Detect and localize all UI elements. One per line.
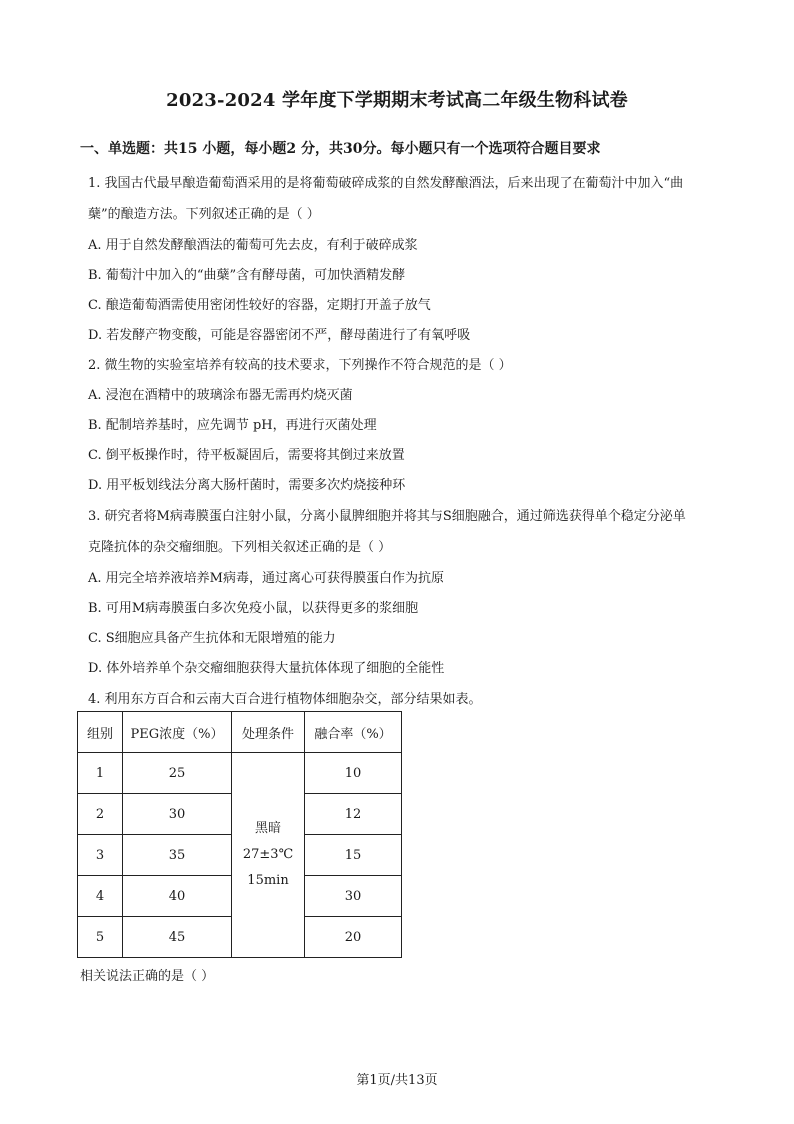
table-cell-fusion: 12	[305, 794, 402, 835]
q3-option-c: C. S细胞应具备产生抗体和无限增殖的能力	[88, 631, 336, 646]
table-cell-peg: 45	[123, 917, 232, 958]
table-header-cell: 融合率（%）	[305, 712, 402, 753]
table-cell-group: 2	[78, 794, 123, 835]
section-header: 一、单选题：共15 小题，每小题2 分，共30分。每小题只有一个选项符合题目要求	[80, 141, 601, 157]
table-cell-fusion: 10	[305, 753, 402, 794]
table-header-row	[78, 712, 402, 753]
table-cell-fusion: 20	[305, 917, 402, 958]
q3-stem-line1: 3. 研究者将M病毒膜蛋白注射小鼠，分离小鼠脾细胞并将其与S细胞融合，通过筛选获得单个稳定分泌单	[88, 509, 686, 524]
q2-stem-line1: 2. 微生物的实验室培养有较高的技术要求，下列操作不符合规范的是（ ）	[88, 358, 512, 373]
q1-stem-line1: 1. 我国古代最早酿造葡萄酒采用的是将葡萄破碎成浆的自然发酵酿酒法，后来出现了在葡萄汁中加入“曲	[88, 176, 684, 191]
condition-line-3: 15min	[247, 873, 289, 888]
q1-option-a: A. 用于自然发酵酿酒法的葡萄可先去皮，有利于破碎成浆	[88, 238, 418, 253]
q3-option-a: A. 用完全培养液培养M病毒，通过离心可获得膜蛋白作为抗原	[88, 571, 444, 586]
q2-option-d: D. 用平板划线法分离大肠杆菌时，需要多次灼烧接种环	[88, 478, 406, 493]
q3-stem-line2: 克隆抗体的杂交瘤细胞。下列相关叙述正确的是（ ）	[88, 540, 392, 555]
table-header-cell: PEG浓度（%）	[123, 712, 232, 753]
page-number: 第1页/共13页	[356, 1073, 438, 1088]
q2-option-a: A. 浸泡在酒精中的玻璃涂布器无需再灼烧灭菌	[88, 388, 353, 403]
table-cell-peg: 40	[123, 876, 232, 917]
table-header-cell: 组别	[78, 712, 123, 753]
table-cell-peg: 25	[123, 753, 232, 794]
table-cell-fusion: 15	[305, 835, 402, 876]
q1-stem-line2: 蘖”的酿造方法。下列叙述正确的是（ ）	[88, 207, 320, 222]
q3-option-b: B. 可用M病毒膜蛋白多次免疫小鼠，以获得更多的浆细胞	[88, 601, 419, 616]
table-cell-condition	[232, 753, 305, 958]
table-cell-group: 4	[78, 876, 123, 917]
table-cell-fusion: 30	[305, 876, 402, 917]
q3-option-d: D. 体外培养单个杂交瘤细胞获得大量抗体体现了细胞的全能性	[88, 661, 445, 676]
table-row	[78, 753, 402, 794]
table-cell-group: 3	[78, 835, 123, 876]
condition-line-2: 27±3℃	[242, 847, 294, 862]
q4-stem-line1: 4. 利用东方百合和云南大百合进行植物体细胞杂交，部分结果如表。	[88, 692, 482, 707]
q2-option-c: C. 倒平板操作时，待平板凝固后，需要将其倒过来放置	[88, 448, 405, 463]
condition-line-1: 黑暗	[254, 821, 281, 836]
q4-prompt: 相关说法正确的是（ ）	[80, 969, 215, 984]
q4-results-table	[77, 711, 402, 958]
q2-option-b: B. 配制培养基时，应先调节 pH，再进行灭菌处理	[88, 418, 377, 433]
q1-option-b: B. 葡萄汁中加入的“曲蘖”含有酵母菌，可加快酒精发酵	[88, 268, 406, 283]
table-header-cell: 处理条件	[232, 712, 305, 753]
q1-option-d: D. 若发酵产物变酸，可能是容器密闭不严，酵母菌进行了有氧呼吸	[88, 328, 471, 343]
table-cell-peg: 35	[123, 835, 232, 876]
table-cell-peg: 30	[123, 794, 232, 835]
exam-title: 2023-2024 学年度下学期期末考试高二年级生物科试卷	[166, 90, 628, 111]
table-cell-group: 1	[78, 753, 123, 794]
q1-option-c: C. 酿造葡萄酒需使用密闭性较好的容器，定期打开盖子放气	[88, 298, 431, 313]
table-cell-group: 5	[78, 917, 123, 958]
